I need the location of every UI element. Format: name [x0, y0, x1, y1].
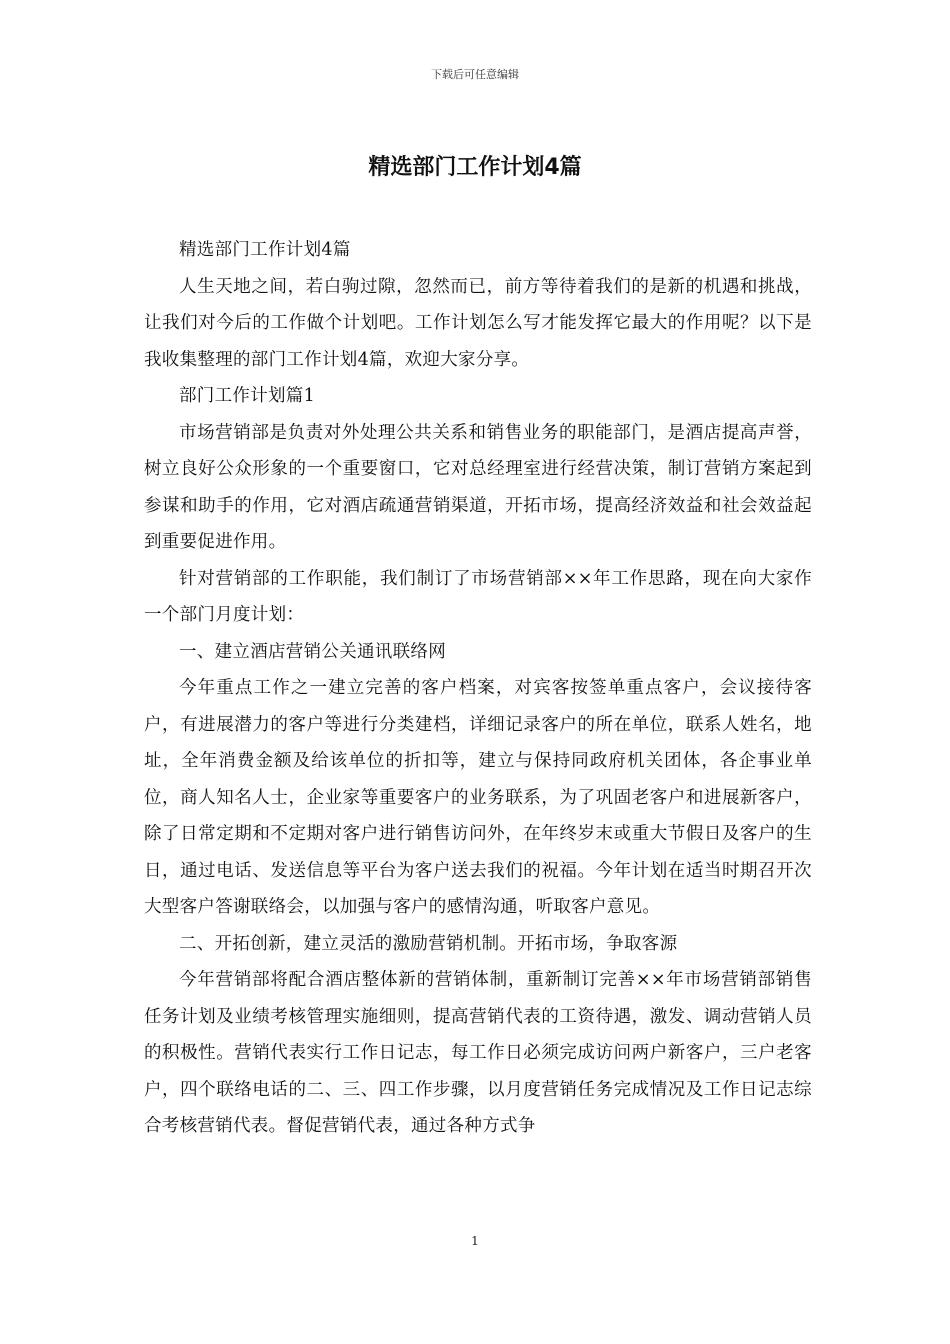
document-body — [144, 232, 812, 1145]
body-paragraph: 今年营销部将配合酒店整体新的营销体制，重新制订完善××年市场营销部销售任务计划及业绩考核管理实施细则，提高营销代表的工资待遇，激发、调动营销人员的积极性。营销代表实行工作日记志，每工作日必须完成访问两户新客户，三户老客户，四个联络电话的二、三、四工作步骤，以月度营销任务完成情况及工作日记志综合考核营销代表。督促营销代表，通过各种方式争 — [144, 970, 812, 1136]
body-paragraph: 市场营销部是负责对外处理公共关系和销售业务的职能部门，是酒店提高声誉，树立良好公众形象的一个重要窗口，它对总经理室进行经营决策，制订营销方案起到参谋和助手的作用，它对酒店疏通营销渠道，开拓市场，提高经济效益和社会效益起到重要促进作用。 — [144, 422, 812, 552]
body-paragraph: 人生天地之间，若白驹过隙，忽然而已，前方等待着我们的是新的机遇和挑战，让我们对今后的工作做个计划吧。工作计划怎么写才能发挥它最大的作用呢？以下是我收集整理的部门工作计划4篇，欢迎大家分享。 — [144, 276, 812, 370]
section-heading: 部门工作计划篇1 — [179, 386, 316, 406]
subsection-heading: 一、建立酒店营销公关通讯联络网 — [179, 641, 446, 662]
body-paragraph: 针对营销部的工作职能，我们制订了市场营销部××年工作思路，现在向大家作一个部门月度计划： — [144, 568, 812, 625]
body-paragraph: 今年重点工作之一建立完善的客户档案，对宾客按签单重点客户，会议接待客户，有进展潜力的客户等进行分类建档，详细记录客户的所在单位，联系人姓名，地址，全年消费金额及给该单位的折扣等，建立与保持同政府机关团体，各企事业单位，商人知名人士，企业家等重要客户的业务联系，为了巩固老客户和进展新客户，除了日常定期和不定期对客户进行销售访问外，在年终岁末或重大节假日及客户的生日，通过电话、发送信息等平台为客户送去我们的祝福。今年计划在适当时期召开次大型客户答谢联络会，以加强与客户的感情沟通，听取客户意见。 — [144, 678, 812, 917]
page-number: 1 — [471, 1234, 479, 1248]
subsection-heading: 二、开拓创新，建立灵活的激励营销机制。开拓市场，争取客源 — [179, 933, 678, 954]
body-paragraph: 精选部门工作计划4篇 — [179, 240, 351, 260]
page-header-note: 下载后可任意编辑 — [431, 68, 519, 81]
document-title: 精选部门工作计划4篇 — [368, 155, 582, 180]
